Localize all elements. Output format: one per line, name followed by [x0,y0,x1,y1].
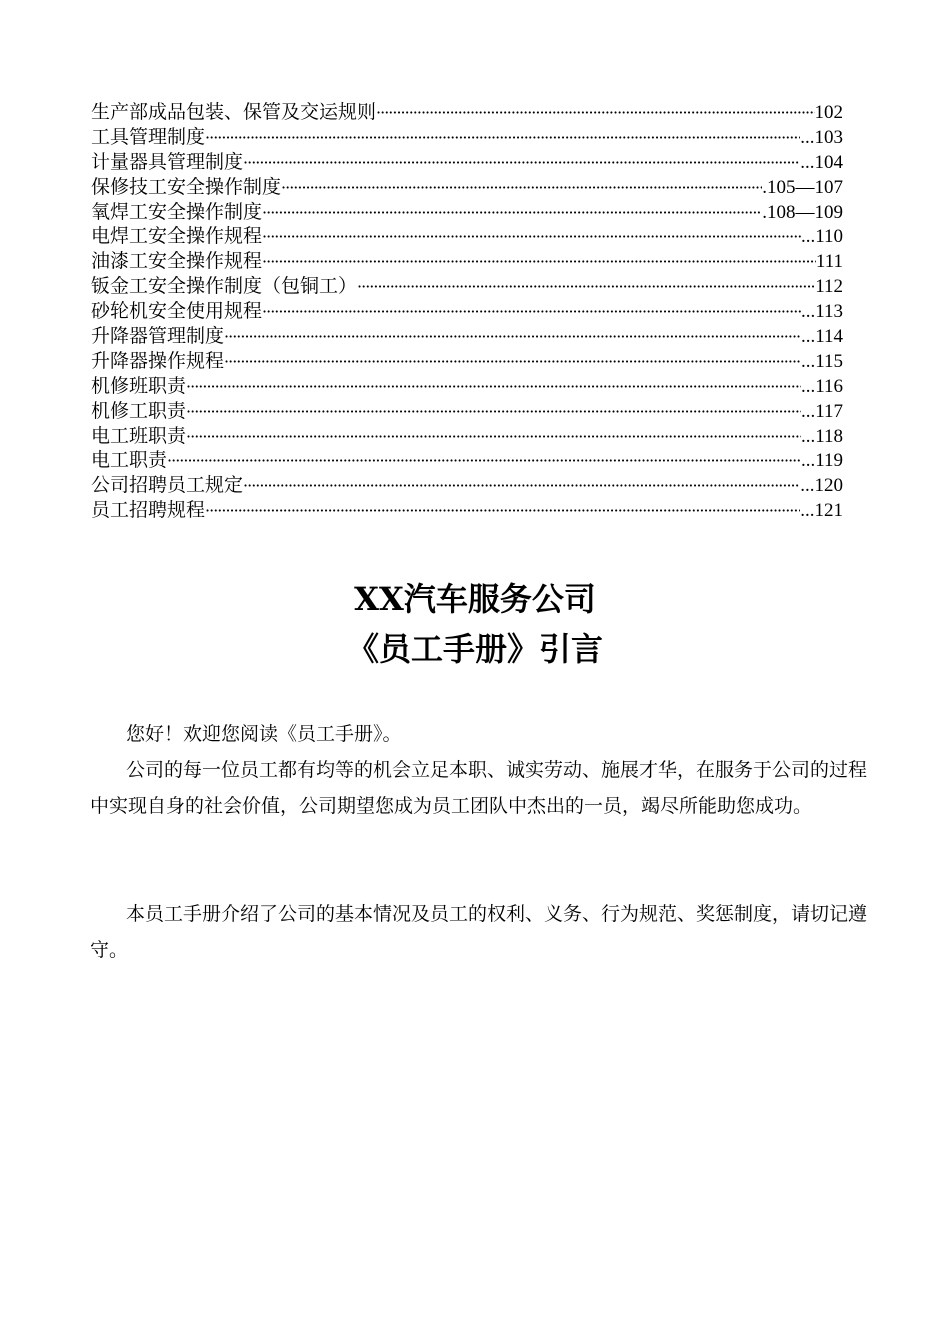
toc-entry-page: .108—109 [762,201,843,223]
toc-entry-page: ...114 [800,326,843,348]
toc-entry-title: 砂轮机安全使用规程 [91,300,263,323]
toc-dot-leader [205,126,800,151]
toc-entry[interactable] [91,448,843,473]
toc-entry-page: ...120 [800,475,843,497]
toc-entry-page: ...115 [800,350,843,372]
toc-dot-leader [243,474,800,499]
toc-entry[interactable] [91,249,843,274]
toc-dot-leader [262,225,801,250]
toc-dot-leader [186,425,801,450]
toc-entry-title: 氧焊工安全操作制度 [91,200,263,223]
toc-entry-title: 机修班职责 [91,374,187,397]
toc-entry[interactable] [91,299,843,324]
toc-entry[interactable] [91,274,843,299]
toc-entry[interactable] [91,150,843,175]
toc-dot-leader [262,300,801,325]
toc-entry-title: 保修技工安全操作制度 [91,175,282,198]
toc-entry-page: ...118 [800,425,843,447]
toc-entry-page: ...121 [800,500,843,522]
toc-entry[interactable] [91,473,843,498]
toc-dot-leader [167,449,801,474]
toc-entry-page: ...113 [800,301,843,323]
document-subtitle: 《员工手册》引言 [346,630,603,668]
toc-dot-leader [262,201,762,226]
toc-dot-leader [281,176,762,201]
toc-entry[interactable] [91,374,843,399]
toc-entry-title: 钣金工安全操作制度（包铜工） [91,275,358,298]
toc-dot-leader [205,499,800,524]
toc-entry-page: ...110 [800,226,843,248]
toc-entry[interactable] [91,100,843,125]
toc-entry[interactable] [91,349,843,374]
toc-entry-title: 升降器操作规程 [91,349,225,372]
toc-entry-title: 计量器具管理制度 [91,150,244,173]
toc-entry-page: ...103 [800,126,843,148]
toc-entry-page: ...104 [800,151,843,173]
toc-dot-leader [376,101,814,126]
toc-entry-title: 工具管理制度 [91,125,206,148]
toc-entry[interactable] [91,424,843,449]
toc-entry-title: 电焊工安全操作规程 [91,225,263,248]
greeting-paragraph: 您好！欢迎您阅读《员工手册》。 [126,723,402,745]
toc-entry-title: 升降器管理制度 [91,325,225,348]
toc-dot-leader [186,375,801,400]
toc-entry-page: ...119 [800,450,843,472]
toc-entry[interactable] [91,498,843,523]
toc-entry[interactable] [91,175,843,200]
toc-dot-leader [224,350,801,375]
intro-paragraph: 公司的每一位员工都有均等的机会立足本职、诚实劳动、施展才华，在服务于公司的过程中实现自身的社会价值，公司期望您成为员工团队中杰出的一员，竭尽所能助您成功。 [90,759,868,817]
toc-entry-title: 油漆工安全操作规程 [91,250,263,273]
toc-entry-title: 机修工职责 [91,399,187,422]
toc-entry[interactable] [91,224,843,249]
toc-entry[interactable] [91,399,843,424]
toc-entry-page: 111 [815,251,843,273]
toc-entry-title: 公司招聘员工规定 [91,474,244,497]
toc-entry-page: 112 [815,276,843,298]
toc-dot-leader [224,325,801,350]
toc-entry[interactable] [91,200,843,225]
toc-dot-leader [357,275,815,300]
toc-dot-leader [186,400,801,425]
toc-entry[interactable] [91,324,843,349]
handbook-paragraph: 本员工手册介绍了公司的基本情况及员工的权利、义务、行为规范、奖惩制度，请切记遵守。 [90,903,868,961]
document-title: XX汽车服务公司 [354,580,596,618]
toc-entry-page: ...117 [800,400,843,422]
toc-entry-page: .105—107 [762,176,843,198]
toc-dot-leader [262,250,816,275]
toc-entry-page: ...116 [800,375,843,397]
toc-dot-leader [243,151,800,176]
toc-entry[interactable] [91,125,843,150]
table-of-contents [91,100,843,523]
toc-entry-title: 员工招聘规程 [91,499,206,522]
toc-entry-page: 102 [814,102,843,123]
toc-entry-title: 电工职责 [91,449,168,472]
toc-entry-title: 电工班职责 [91,424,187,447]
toc-entry-title: 生产部成品包装、保管及交运规则 [91,101,377,123]
